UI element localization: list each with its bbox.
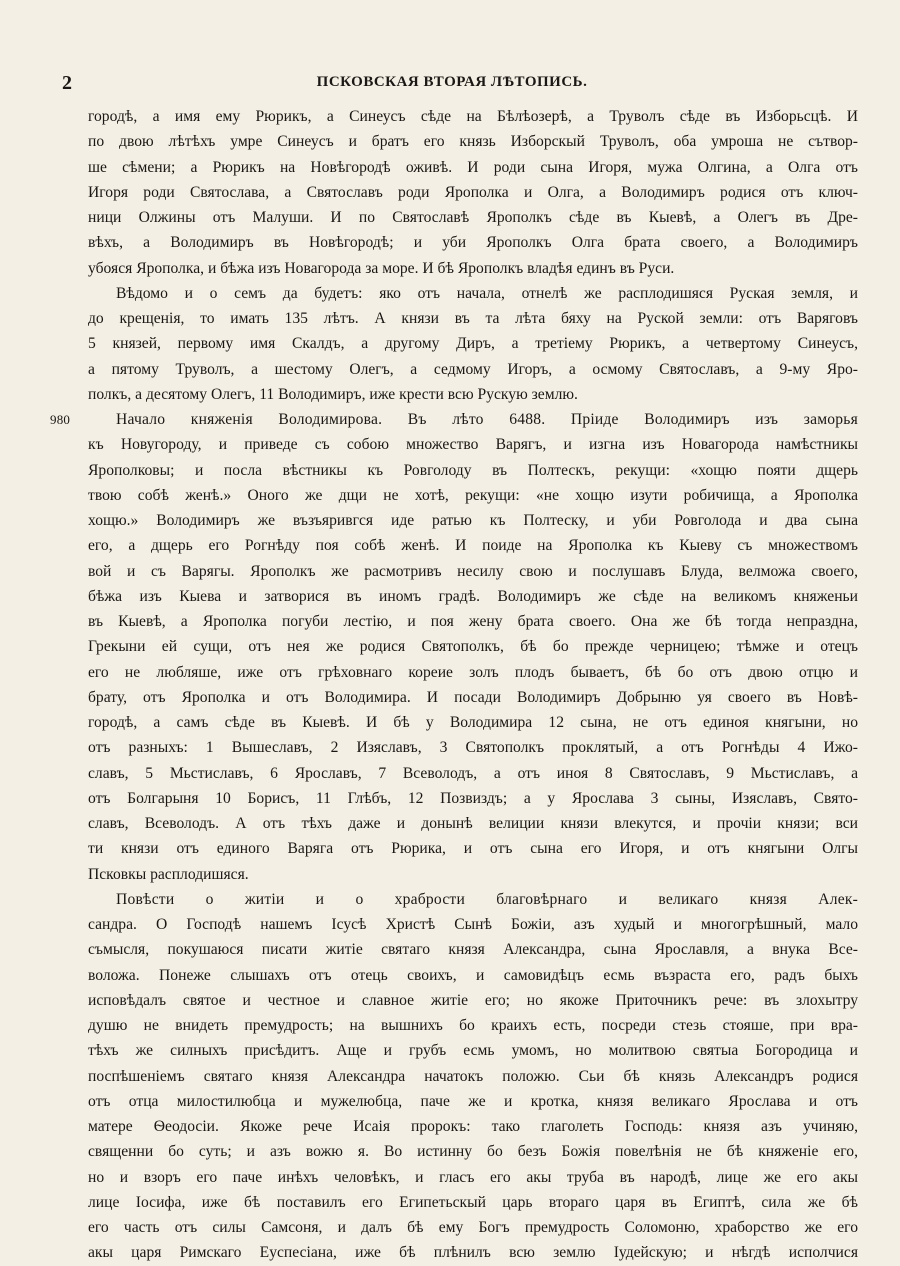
text-line: славъ, Всеволодъ. А отъ тѣхъ даже и донынѣ велиции князи влекутся, и прочіи князи; вси [88, 815, 858, 832]
text-line: Грекыни ей сущи, отъ нея же родися Святополкъ, бѣ бо прежде черницею; тѣмже и отецъ [88, 638, 858, 656]
text-line: воложа. Понеже слышахъ отъ отець своихъ, и самовидѣцъ есмь възраста его, радъ быхъ [88, 966, 858, 984]
page-header [62, 72, 842, 96]
page-number: 2 [62, 72, 72, 94]
text-line: отъ разныхъ: 1 Вышеславъ, 2 Изяславъ, 3 Святополкъ проклятый, а отъ Рогнѣды 4 Ижо- [88, 739, 858, 757]
text-body [50, 104, 858, 1266]
text-line: хощю.» Володимиръ же възъяривгся иде ратью къ Полтеску, и уби Ровголода и два сына [88, 512, 858, 529]
text-line: по двою лѣтѣхъ умре Синеусъ и братъ его князь Изборскый Труволъ, оба умроша не сътвор- [88, 133, 858, 151]
text-line: а пятому Труволъ, а шестому Олегъ, а седмому Игоръ, а осмому Святославъ, а 9-му Яро- [88, 360, 858, 378]
text-line: Игоря роди Святослава, а Святославъ роди Ярополка и Олга, а Володимиръ родися отъ ключ- [88, 183, 858, 201]
text-line: славъ, 5 Мьстиславъ, 6 Ярославъ, 7 Всеволодъ, а отъ иноя 8 Святославъ, 9 Мьстиславъ, а [88, 764, 858, 782]
text-line: въ Кыевѣ, а Ярополка погуби лестію, и поя жену брата своего. Она же бѣ тогда непраздна, [88, 613, 858, 630]
text-line: исповѣдалъ святое и честное и славное житіе его; но якоже Приточникъ рече: въ злохытру [88, 991, 858, 1009]
text-line: 5 князей, первому имя Скалдъ, а другому Диръ, а третіему Рюрикъ, а четвертому Синеусъ, [88, 335, 858, 353]
text-line: вѣхъ, а Володимиръ въ Новѣгородѣ; и уби Ярополкъ Олга брата своего, а Володимиръ [88, 234, 858, 252]
margin-year-note: 980 [50, 412, 71, 427]
text-line: ше сѣмени; а Рюрикъ на Новѣгородѣ оживѣ. И роди сына Игоря, мужа Олгина, а Олга отъ [88, 158, 858, 176]
text-line: поспѣшеніемъ святаго князя Александра начатокъ положю. Сьи бѣ князь Александръ родися [88, 1067, 858, 1085]
text-line: его, а дщерь его Рогнѣду поя собѣ женѣ. И поиде на Ярополка къ Кыеву съ множествомъ [88, 537, 858, 555]
text-line: съмысля, покушаюся писати житіе святаго князя Александра, сына Ярославля, а внука Все- [88, 941, 858, 959]
text-line: душю не внидеть премудрость; на вышнихъ бо краихъ есть, посреди стезь стояше, при вра- [88, 1017, 858, 1034]
text-line: акы царя Римскаго Еуспесіана, иже бѣ плѣнилъ всю землю Іудейскую; и нѣгдѣ исполчися [88, 1244, 858, 1262]
text-line: до крещенія, то имать 135 лѣтъ. А князи въ та лѣта бяху на Руской земли: отъ Варяговъ [88, 310, 858, 327]
text-line: твою собѣ женѣ.» Оного же дщи не хотѣ, рекущи: «не хощю изути робичища, а Ярополка [88, 486, 858, 504]
text-line: къ Новугороду, и приведе съ собою множество Варягъ, и изгна изъ Новагорода намѣстникы [88, 436, 858, 454]
text-line: ти князи отъ единого Варяга отъ Рюрика, и отъ сына его Игоря, и отъ княгыни Олгы [88, 840, 858, 858]
section-heading-line: Повѣсти о житіи и о храбрости благовѣрнаго и великаго князя Алек- [116, 890, 858, 908]
text-line: ници Олжины отъ Малуши. И по Святославѣ Ярополкъ сѣде въ Кыевѣ, а Олегъ въ Дре- [88, 209, 858, 226]
text-line: матере Ѳеодосіи. Якоже рече Исаія пророкъ: тако глаголеть Господь: князя азъ учиняю, [88, 1118, 858, 1135]
section-heading-line: 980 Начало княженія Володимирова. Въ лѣто 6488. Пріиде Володимиръ изъ заморья [88, 407, 858, 432]
running-title: ПСКОВСКАЯ ВТОРАЯ ЛѢТОПИСЬ. [316, 74, 588, 90]
text-line: его не любляше, иже отъ грѣховнаго кореие золъ плодъ бываетъ, бѣ бо отъ двою отцю и [88, 663, 858, 681]
text-line: бѣжа изъ Кыева и затворися въ иномъ градѣ. Володимиръ же сѣде на великомъ княженьи [88, 587, 858, 605]
text-line: городѣ, а имя ему Рюрикъ, а Синеусъ сѣде на Бѣлѣозерѣ, а Труволъ сѣде въ Изборьсцѣ. И [88, 108, 858, 125]
text-line: священни бо суть; и азъ вожю я. Во истинну бо безъ Божія повелѣнія не бѣ княженіе его, [88, 1143, 858, 1161]
text-line: но и взоръ его паче инѣхъ человѣкъ, и гласъ его акы труба въ народѣ, лице же его акы [88, 1168, 858, 1186]
text-line: тѣхъ же силныхъ присѣдитъ. Аще и грубъ есмь умомъ, но молитвою святыа Богородица и [88, 1042, 858, 1060]
text-line: убояся Ярополка, и бѣжа изъ Новагорода за море. И бѣ Ярополкъ владѣя единъ въ Руси. [88, 259, 675, 277]
text-line: городѣ, а самъ сѣде въ Кыевѣ. И бѣ у Володимира 12 сына, не отъ единоя княгыни, но [88, 714, 858, 731]
text-line: отъ отца милостилюбца и мужелюбца, паче же и кротка, князя великаго Ярослава и отъ [88, 1092, 858, 1110]
text-line: Псковкы расплодишяся. [88, 865, 249, 883]
text-line: брату, отъ Ярополка и отъ Володимира. И посади Володимиръ Добрыню уя своего въ Новѣ- [88, 688, 858, 706]
text-line: лице Іосифа, иже бѣ поставилъ его Египетьскый царь втораго царя въ Египтѣ, сила же бѣ [88, 1193, 858, 1211]
text-line: Ярополковы; и посла вѣстникы къ Ровголоду въ Полтескъ, рекущи: «хощю пояти дщерь [88, 461, 858, 479]
text-line: его часть отъ силы Самсоня, и далъ бѣ ему Богъ премудрость Соломоню, храборство же его [88, 1219, 858, 1236]
text-line: полкъ, а десятому Олегъ, 11 Володимиръ, иже крести всю Рускую землю. [88, 385, 578, 403]
text-line: сандра. О Господѣ нашемъ Ісусѣ Христѣ Сынѣ Божіи, азъ худый и многогрѣшный, мало [88, 916, 858, 933]
text-line: отъ Болгарыня 10 Борисъ, 11 Глѣбъ, 12 Позвиздъ; а у Ярослава 3 сыны, Изяславъ, Свято- [88, 789, 858, 807]
text-line: Вѣдомо и о семъ да будетъ: яко отъ начала, отнелѣ же расплодишяся Руская земля, и [116, 284, 858, 302]
text-line: вой и съ Варягы. Ярополкъ же расмотривъ несилу свою и послушавъ Блуда, велможа своего, [88, 562, 858, 580]
